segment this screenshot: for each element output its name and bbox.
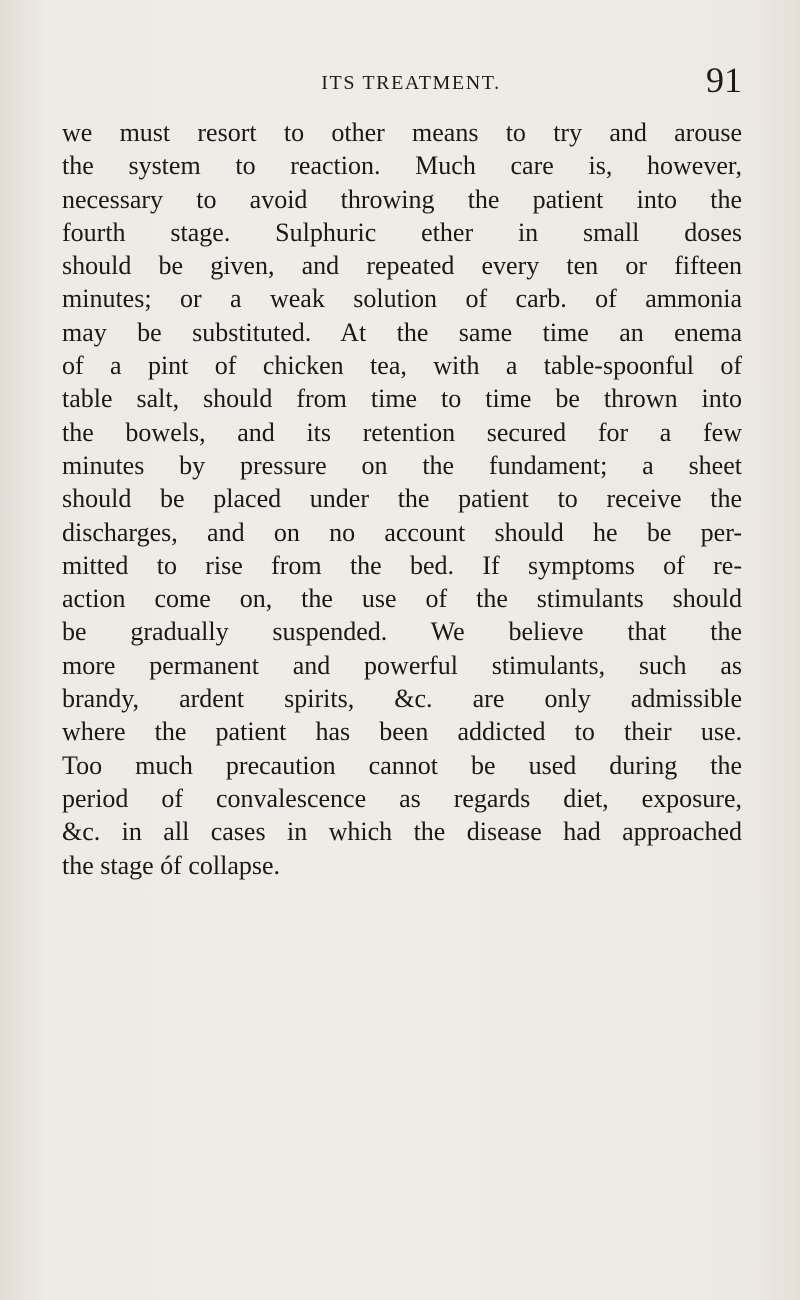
text-line: should be given, and repeated every ten or fifteen [62, 251, 742, 281]
text-line: discharges, and on no account should he be per- [62, 517, 742, 547]
text-line: brandy, ardent spirits, &c. are only admissible [62, 684, 742, 714]
text-line: we must resort to other means to try and arouse [62, 118, 742, 147]
running-title: ITS TREATMENT. [321, 72, 501, 94]
text-line: be gradually suspended. We believe that the [62, 617, 742, 647]
text-line: table salt, should from time to time be thrown into [62, 384, 742, 414]
text-line: period of convalescence as regards diet, exposure, [62, 783, 742, 813]
text-line: the bowels, and its retention secured for a few [62, 417, 742, 447]
text-line: where the patient has been addicted to their use. [62, 717, 742, 747]
text-line: minutes by pressure on the fundament; a sheet [62, 450, 742, 480]
text-line: Too much precaution cannot be used during the [62, 750, 742, 780]
text-line: of a pint of chicken tea, with a table-spoonful of [62, 351, 742, 381]
text-line: mitted to rise from the bed. If symptoms of re- [62, 550, 742, 580]
text-line: may be substituted. At the same time an enema [62, 317, 742, 347]
page-number: 91 [706, 60, 742, 100]
text-line: the system to reaction. Much care is, however, [62, 151, 742, 181]
text-line: fourth stage. Sulphuric ether in small doses [62, 217, 742, 247]
text-line: minutes; or a weak solution of carb. of ammonia [62, 284, 742, 314]
text-line: more permanent and powerful stimulants, such as [62, 650, 742, 680]
running-head [62, 60, 742, 100]
body-text [62, 116, 742, 882]
text-line: necessary to avoid throwing the patient into the [62, 184, 742, 214]
text-line: should be placed under the patient to receive the [62, 484, 742, 514]
text-line: action come on, the use of the stimulants should [62, 584, 742, 614]
text-line-last: the stage óf collapse. [62, 850, 281, 880]
text-line: &c. in all cases in which the disease had approached [62, 817, 742, 847]
